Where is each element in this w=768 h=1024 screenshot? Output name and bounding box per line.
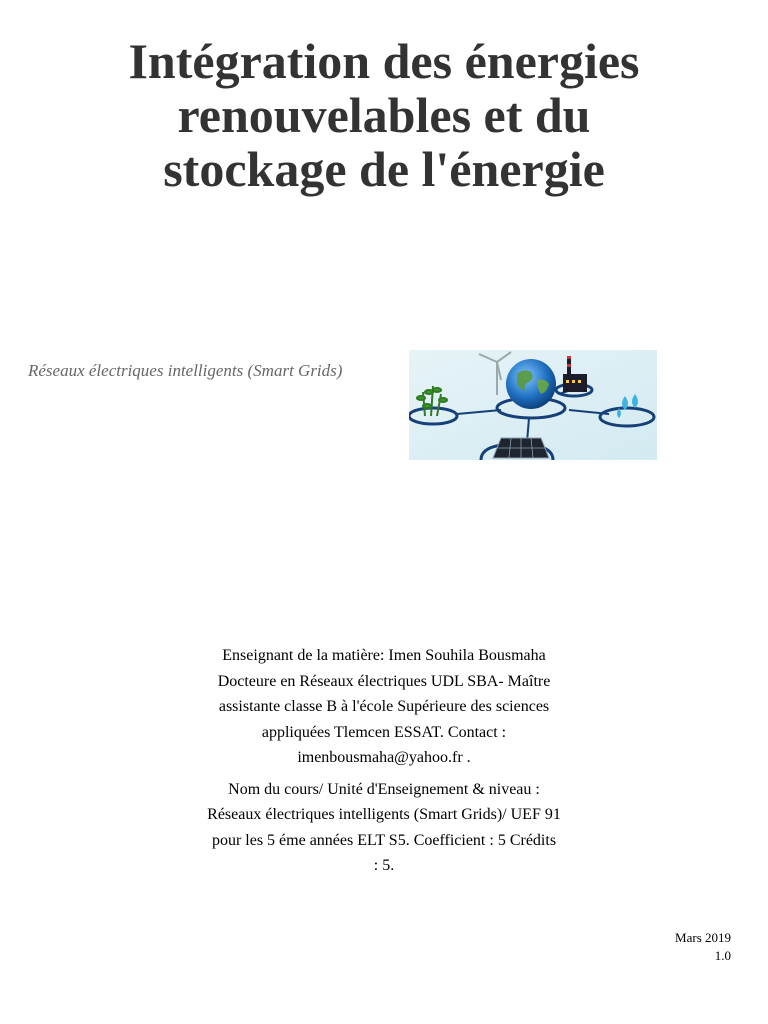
title-line-3: stockage de l'énergie — [163, 141, 605, 197]
author-line: Enseignant de la matière: Imen Souhila Bousmaha — [222, 647, 546, 664]
smart-grid-svg — [409, 350, 657, 460]
author-line: appliquées Tlemcen ESSAT. Contact : — [261, 723, 507, 741]
globe-icon — [506, 359, 556, 409]
document-meta — [675, 929, 731, 965]
course-line: : 5. — [373, 857, 395, 874]
title-line-2: renouvelables et du — [177, 87, 591, 143]
author-paragraph — [170, 643, 598, 771]
page-title — [40, 34, 728, 196]
author-line: Docteure en Réseaux électriques UDL SBA- Maître — [217, 672, 551, 690]
course-line: pour les 5 éme années ELT S5. Coefficient : 5 Crédits — [211, 831, 557, 849]
author-info — [170, 643, 598, 879]
smart-grid-illustration — [409, 350, 657, 460]
title-line-1: Intégration des énergies — [128, 33, 640, 89]
solar-panel-icon — [493, 438, 549, 458]
author-email: imenbousmaha@yahoo.fr . — [297, 749, 471, 766]
author-line: assistante classe B à l'école Supérieure des sciences — [218, 698, 550, 715]
course-line: Réseaux électriques intelligents (Smart Grids)/ UEF 91 — [207, 806, 561, 823]
document-date: Mars 2019 — [675, 930, 731, 945]
document-version: 1.0 — [714, 948, 731, 963]
subtitle: Réseaux électriques intelligents (Smart Grids) — [28, 361, 343, 380]
course-line: Nom du cours/ Unité d'Enseignement & niveau : — [228, 780, 540, 798]
course-paragraph — [170, 777, 598, 879]
